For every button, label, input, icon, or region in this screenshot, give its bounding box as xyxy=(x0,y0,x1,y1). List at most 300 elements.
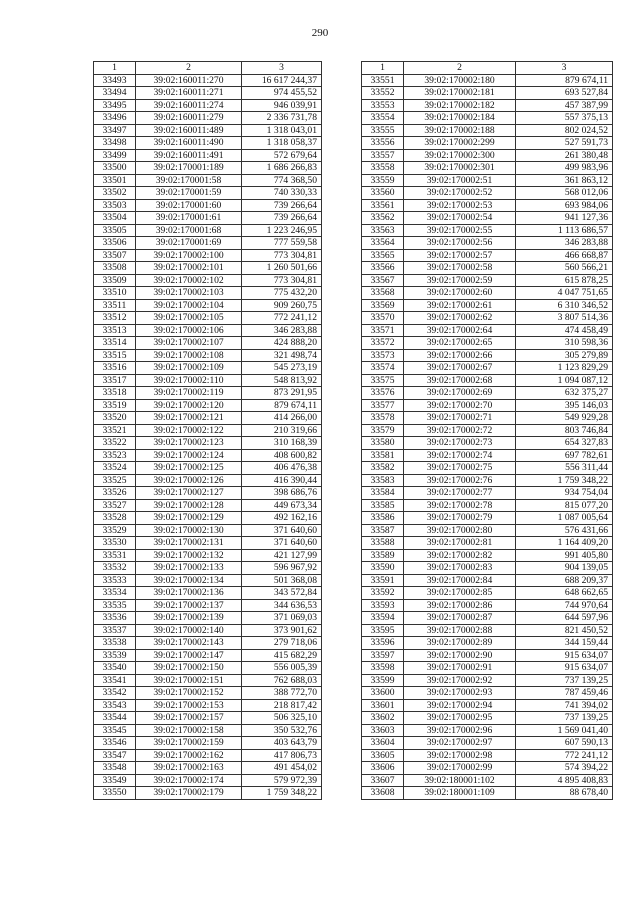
cadastral-number: 39:02:170002:94 xyxy=(404,699,516,712)
table-row xyxy=(94,637,322,650)
row-number: 33562 xyxy=(362,212,404,225)
table-row xyxy=(362,99,613,112)
table-row xyxy=(94,224,322,237)
table-row xyxy=(94,562,322,575)
cadastral-number: 39:02:170002:70 xyxy=(404,399,516,412)
cadastral-value: 697 782,61 xyxy=(516,449,613,462)
cadastral-number: 39:02:170002:126 xyxy=(136,474,242,487)
cadastral-value: 632 375,27 xyxy=(516,387,613,400)
cadastral-number: 39:02:170002:108 xyxy=(136,349,242,362)
row-number: 33554 xyxy=(362,112,404,125)
cadastral-number: 39:02:170002:159 xyxy=(136,737,242,750)
cadastral-value: 576 431,66 xyxy=(516,524,613,537)
cadastral-number: 39:02:170001:69 xyxy=(136,237,242,250)
row-number: 33530 xyxy=(94,537,136,550)
cadastral-number: 39:02:170002:89 xyxy=(404,637,516,650)
cadastral-value: 648 662,65 xyxy=(516,587,613,600)
row-number: 33503 xyxy=(94,199,136,212)
row-number: 33496 xyxy=(94,112,136,125)
row-number: 33601 xyxy=(362,699,404,712)
table-row xyxy=(94,149,322,162)
table-row xyxy=(94,412,322,425)
row-number: 33510 xyxy=(94,287,136,300)
table-row xyxy=(94,212,322,225)
cadastral-number: 39:02:170002:125 xyxy=(136,462,242,475)
cadastral-value: 408 600,82 xyxy=(242,449,322,462)
cadastral-number: 39:02:180001:102 xyxy=(404,774,516,787)
cadastral-value: 568 012,06 xyxy=(516,187,613,200)
row-number: 33532 xyxy=(94,562,136,575)
table-row xyxy=(362,224,613,237)
cadastral-number: 39:02:170002:140 xyxy=(136,624,242,637)
cadastral-value: 693 527,84 xyxy=(516,87,613,100)
table-row xyxy=(362,449,613,462)
table-row xyxy=(362,312,613,325)
row-number: 33570 xyxy=(362,312,404,325)
row-number: 33538 xyxy=(94,637,136,650)
table-row xyxy=(94,162,322,175)
table-row xyxy=(94,524,322,537)
table-row xyxy=(94,362,322,375)
table-row xyxy=(94,624,322,637)
cadastral-value: 344 636,53 xyxy=(242,599,322,612)
cadastral-value: 415 682,29 xyxy=(242,649,322,662)
table-row xyxy=(362,499,613,512)
cadastral-number: 39:02:170002:60 xyxy=(404,287,516,300)
table-row xyxy=(362,299,613,312)
cadastral-number: 39:02:170002:53 xyxy=(404,199,516,212)
cadastral-number: 39:02:170002:123 xyxy=(136,437,242,450)
table-row xyxy=(94,449,322,462)
table-row xyxy=(362,537,613,550)
row-number: 33595 xyxy=(362,624,404,637)
cadastral-value: 739 266,64 xyxy=(242,199,322,212)
cadastral-value: 210 319,66 xyxy=(242,424,322,437)
cadastral-value: 371 640,60 xyxy=(242,537,322,550)
row-number: 33558 xyxy=(362,162,404,175)
cadastral-value: 4 895 408,83 xyxy=(516,774,613,787)
table-row xyxy=(94,274,322,287)
row-number: 33592 xyxy=(362,587,404,600)
row-number: 33588 xyxy=(362,537,404,550)
row-number: 33606 xyxy=(362,762,404,775)
table-row xyxy=(362,412,613,425)
table-row xyxy=(94,474,322,487)
cadastral-value: 557 375,13 xyxy=(516,112,613,125)
cadastral-number: 39:02:170002:134 xyxy=(136,574,242,587)
cadastral-number: 39:02:170002:73 xyxy=(404,437,516,450)
row-number: 33498 xyxy=(94,137,136,150)
cadastral-number: 39:02:170001:59 xyxy=(136,187,242,200)
table-body xyxy=(362,74,613,799)
cadastral-number: 39:02:170002:151 xyxy=(136,674,242,687)
table-row xyxy=(94,699,322,712)
cadastral-number: 39:02:170002:301 xyxy=(404,162,516,175)
cadastral-number: 39:02:170002:110 xyxy=(136,374,242,387)
cadastral-value: 574 394,22 xyxy=(516,762,613,775)
cadastral-value: 321 498,74 xyxy=(242,349,322,362)
cadastral-value: 741 394,02 xyxy=(516,699,613,712)
row-number: 33584 xyxy=(362,487,404,500)
table-row xyxy=(94,724,322,737)
table-row xyxy=(94,587,322,600)
cadastral-value: 416 390,44 xyxy=(242,474,322,487)
table-row xyxy=(94,737,322,750)
cadastral-value: 457 387,99 xyxy=(516,99,613,112)
cadastral-number: 39:02:160011:271 xyxy=(136,87,242,100)
table-row xyxy=(94,287,322,300)
row-number: 33575 xyxy=(362,374,404,387)
cadastral-number: 39:02:170002:65 xyxy=(404,337,516,350)
row-number: 33548 xyxy=(94,762,136,775)
cadastral-value: 879 674,11 xyxy=(516,74,613,87)
table-row xyxy=(94,262,322,275)
row-number: 33607 xyxy=(362,774,404,787)
row-number: 33495 xyxy=(94,99,136,112)
row-number: 33521 xyxy=(94,424,136,437)
table-row xyxy=(94,537,322,550)
cadastral-value: 371 640,60 xyxy=(242,524,322,537)
cadastral-value: 343 572,84 xyxy=(242,587,322,600)
cadastral-value: 991 405,80 xyxy=(516,549,613,562)
table-row xyxy=(94,399,322,412)
row-number: 33591 xyxy=(362,574,404,587)
cadastral-value: 2 336 731,78 xyxy=(242,112,322,125)
table-row xyxy=(94,424,322,437)
cadastral-value: 654 327,83 xyxy=(516,437,613,450)
cadastral-number: 39:02:170002:52 xyxy=(404,187,516,200)
table-header-row xyxy=(94,62,322,75)
cadastral-value: 545 273,19 xyxy=(242,362,322,375)
row-number: 33527 xyxy=(94,499,136,512)
table-row xyxy=(94,112,322,125)
cadastral-number: 39:02:170002:92 xyxy=(404,674,516,687)
table-body xyxy=(94,74,322,799)
row-number: 33564 xyxy=(362,237,404,250)
row-number: 33546 xyxy=(94,737,136,750)
cadastral-number: 39:02:170002:59 xyxy=(404,274,516,287)
cadastral-number: 39:02:170002:105 xyxy=(136,312,242,325)
table-row xyxy=(362,612,613,625)
cadastral-value: 802 024,52 xyxy=(516,124,613,137)
cadastral-number: 39:02:170002:91 xyxy=(404,662,516,675)
table-row xyxy=(94,574,322,587)
table-row xyxy=(94,499,322,512)
cadastral-number: 39:02:170002:107 xyxy=(136,337,242,350)
row-number: 33555 xyxy=(362,124,404,137)
row-number: 33524 xyxy=(94,462,136,475)
row-number: 33594 xyxy=(362,612,404,625)
column-header: 2 xyxy=(136,62,242,75)
table-row xyxy=(94,237,322,250)
cadastral-number: 39:02:160011:270 xyxy=(136,74,242,87)
table-row xyxy=(362,662,613,675)
row-number: 33506 xyxy=(94,237,136,250)
row-number: 33559 xyxy=(362,174,404,187)
cadastral-value: 474 458,49 xyxy=(516,324,613,337)
cadastral-value: 744 970,64 xyxy=(516,599,613,612)
table-row xyxy=(362,249,613,262)
cadastral-value: 1 318 058,37 xyxy=(242,137,322,150)
cadastral-number: 39:02:170002:55 xyxy=(404,224,516,237)
cadastral-number: 39:02:170002:131 xyxy=(136,537,242,550)
table-row xyxy=(362,424,613,437)
table-row xyxy=(94,174,322,187)
cadastral-value: 491 454,02 xyxy=(242,762,322,775)
cadastral-number: 39:02:170002:86 xyxy=(404,599,516,612)
row-number: 33599 xyxy=(362,674,404,687)
cadastral-value: 1 123 829,29 xyxy=(516,362,613,375)
cadastral-number: 39:02:160011:489 xyxy=(136,124,242,137)
column-header: 1 xyxy=(94,62,136,75)
row-number: 33514 xyxy=(94,337,136,350)
table-row xyxy=(362,137,613,150)
cadastral-value: 371 069,03 xyxy=(242,612,322,625)
cadastral-value: 424 888,20 xyxy=(242,337,322,350)
table-row xyxy=(94,662,322,675)
row-number: 33608 xyxy=(362,787,404,800)
cadastral-number: 39:02:170002:51 xyxy=(404,174,516,187)
row-number: 33582 xyxy=(362,462,404,475)
table-row xyxy=(362,712,613,725)
table-row xyxy=(94,124,322,137)
cadastral-number: 39:02:170002:124 xyxy=(136,449,242,462)
cadastral-number: 39:02:170002:98 xyxy=(404,749,516,762)
cadastral-value: 506 325,10 xyxy=(242,712,322,725)
cadastral-number: 39:02:170002:82 xyxy=(404,549,516,562)
cadastral-number: 39:02:170002:80 xyxy=(404,524,516,537)
cadastral-number: 39:02:170002:87 xyxy=(404,612,516,625)
table-row xyxy=(362,362,613,375)
row-number: 33507 xyxy=(94,249,136,262)
table-row xyxy=(362,274,613,287)
row-number: 33513 xyxy=(94,324,136,337)
cadastral-number: 39:02:170002:68 xyxy=(404,374,516,387)
row-number: 33566 xyxy=(362,262,404,275)
cadastral-number: 39:02:170002:120 xyxy=(136,399,242,412)
cadastral-number: 39:02:170001:61 xyxy=(136,212,242,225)
row-number: 33605 xyxy=(362,749,404,762)
table-row xyxy=(94,774,322,787)
table-row xyxy=(94,187,322,200)
cadastral-number: 39:02:170002:88 xyxy=(404,624,516,637)
cadastral-number: 39:02:170002:122 xyxy=(136,424,242,437)
cadastral-number: 39:02:170002:158 xyxy=(136,724,242,737)
cadastral-number: 39:02:170002:97 xyxy=(404,737,516,750)
row-number: 33520 xyxy=(94,412,136,425)
cadastral-number: 39:02:170002:81 xyxy=(404,537,516,550)
table-row xyxy=(94,649,322,662)
cadastral-number: 39:02:170002:83 xyxy=(404,562,516,575)
table-row xyxy=(94,512,322,525)
table-row xyxy=(362,774,613,787)
cadastral-number: 39:02:170002:188 xyxy=(404,124,516,137)
cadastral-value: 3 807 514,36 xyxy=(516,312,613,325)
cadastral-number: 39:02:170002:128 xyxy=(136,499,242,512)
row-number: 33541 xyxy=(94,674,136,687)
row-number: 33587 xyxy=(362,524,404,537)
cadastral-value: 572 679,64 xyxy=(242,149,322,162)
table-row xyxy=(362,262,613,275)
table-row xyxy=(362,762,613,775)
cadastral-value: 821 450,52 xyxy=(516,624,613,637)
column-header: 1 xyxy=(362,62,404,75)
cadastral-value: 803 746,84 xyxy=(516,424,613,437)
row-number: 33578 xyxy=(362,412,404,425)
cadastral-number: 39:02:170002:152 xyxy=(136,687,242,700)
cadastral-number: 39:02:160011:279 xyxy=(136,112,242,125)
cadastral-number: 39:02:170002:153 xyxy=(136,699,242,712)
table-row xyxy=(362,562,613,575)
table-row xyxy=(362,699,613,712)
cadastral-number: 39:02:170002:69 xyxy=(404,387,516,400)
table-row xyxy=(362,574,613,587)
register-table-right xyxy=(361,61,613,800)
cadastral-value: 773 304,81 xyxy=(242,274,322,287)
cadastral-value: 449 673,34 xyxy=(242,499,322,512)
row-number: 33533 xyxy=(94,574,136,587)
cadastral-value: 909 260,75 xyxy=(242,299,322,312)
row-number: 33602 xyxy=(362,712,404,725)
cadastral-value: 873 291,95 xyxy=(242,387,322,400)
cadastral-value: 549 929,28 xyxy=(516,412,613,425)
cadastral-value: 346 283,88 xyxy=(242,324,322,337)
row-number: 33518 xyxy=(94,387,136,400)
cadastral-number: 39:02:170002:61 xyxy=(404,299,516,312)
table-row xyxy=(362,462,613,475)
cadastral-value: 4 047 751,65 xyxy=(516,287,613,300)
cadastral-number: 39:02:170002:129 xyxy=(136,512,242,525)
row-number: 33580 xyxy=(362,437,404,450)
cadastral-number: 39:02:170002:180 xyxy=(404,74,516,87)
row-number: 33501 xyxy=(94,174,136,187)
cadastral-value: 414 266,00 xyxy=(242,412,322,425)
cadastral-number: 39:02:170002:102 xyxy=(136,274,242,287)
row-number: 33589 xyxy=(362,549,404,562)
row-number: 33542 xyxy=(94,687,136,700)
cadastral-number: 39:02:170002:163 xyxy=(136,762,242,775)
cadastral-number: 39:02:170002:93 xyxy=(404,687,516,700)
cadastral-number: 39:02:170002:96 xyxy=(404,724,516,737)
row-number: 33551 xyxy=(362,74,404,87)
cadastral-value: 772 241,12 xyxy=(516,749,613,762)
row-number: 33565 xyxy=(362,249,404,262)
cadastral-number: 39:02:170002:84 xyxy=(404,574,516,587)
cadastral-number: 39:02:160011:490 xyxy=(136,137,242,150)
cadastral-value: 499 983,96 xyxy=(516,162,613,175)
row-number: 33585 xyxy=(362,499,404,512)
row-number: 33571 xyxy=(362,324,404,337)
cadastral-number: 39:02:170002:299 xyxy=(404,137,516,150)
cadastral-number: 39:02:170002:76 xyxy=(404,474,516,487)
row-number: 33494 xyxy=(94,87,136,100)
row-number: 33508 xyxy=(94,262,136,275)
table-row xyxy=(362,524,613,537)
row-number: 33502 xyxy=(94,187,136,200)
row-number: 33556 xyxy=(362,137,404,150)
row-number: 33597 xyxy=(362,649,404,662)
table-row xyxy=(94,762,322,775)
cadastral-value: 615 878,25 xyxy=(516,274,613,287)
table-row xyxy=(362,199,613,212)
cadastral-number: 39:02:170002:150 xyxy=(136,662,242,675)
cadastral-number: 39:02:170002:147 xyxy=(136,649,242,662)
table-row xyxy=(94,137,322,150)
table-row xyxy=(94,674,322,687)
cadastral-number: 39:02:170002:85 xyxy=(404,587,516,600)
row-number: 33519 xyxy=(94,399,136,412)
cadastral-value: 777 559,58 xyxy=(242,237,322,250)
table-row xyxy=(362,162,613,175)
cadastral-value: 787 459,46 xyxy=(516,687,613,700)
row-number: 33509 xyxy=(94,274,136,287)
cadastral-value: 88 678,40 xyxy=(516,787,613,800)
row-number: 33596 xyxy=(362,637,404,650)
table-row xyxy=(362,212,613,225)
cadastral-number: 39:02:170002:90 xyxy=(404,649,516,662)
cadastral-value: 644 597,96 xyxy=(516,612,613,625)
row-number: 33593 xyxy=(362,599,404,612)
cadastral-value: 1 087 005,64 xyxy=(516,512,613,525)
cadastral-value: 346 283,88 xyxy=(516,237,613,250)
row-number: 33539 xyxy=(94,649,136,662)
row-number: 33574 xyxy=(362,362,404,375)
cadastral-value: 305 279,89 xyxy=(516,349,613,362)
cadastral-value: 310 168,39 xyxy=(242,437,322,450)
row-number: 33499 xyxy=(94,149,136,162)
table-row xyxy=(94,487,322,500)
row-number: 33583 xyxy=(362,474,404,487)
cadastral-value: 915 634,07 xyxy=(516,649,613,662)
row-number: 33569 xyxy=(362,299,404,312)
column-header: 3 xyxy=(516,62,613,75)
cadastral-value: 403 643,79 xyxy=(242,737,322,750)
cadastral-value: 693 984,06 xyxy=(516,199,613,212)
cadastral-number: 39:02:170001:60 xyxy=(136,199,242,212)
cadastral-value: 1 260 501,66 xyxy=(242,262,322,275)
cadastral-number: 39:02:170002:300 xyxy=(404,149,516,162)
row-number: 33505 xyxy=(94,224,136,237)
cadastral-number: 39:02:170002:119 xyxy=(136,387,242,400)
table-row xyxy=(362,287,613,300)
cadastral-number: 39:02:170002:100 xyxy=(136,249,242,262)
table-row xyxy=(94,87,322,100)
cadastral-number: 39:02:170002:136 xyxy=(136,587,242,600)
table-row xyxy=(362,599,613,612)
cadastral-value: 218 817,42 xyxy=(242,699,322,712)
table-row xyxy=(362,124,613,137)
cadastral-value: 773 304,81 xyxy=(242,249,322,262)
cadastral-number: 39:02:170002:95 xyxy=(404,712,516,725)
row-number: 33511 xyxy=(94,299,136,312)
cadastral-value: 904 139,05 xyxy=(516,562,613,575)
table-row xyxy=(362,674,613,687)
table-row xyxy=(362,237,613,250)
cadastral-value: 466 668,87 xyxy=(516,249,613,262)
table-row xyxy=(94,374,322,387)
table-row xyxy=(362,687,613,700)
row-number: 33600 xyxy=(362,687,404,700)
row-number: 33534 xyxy=(94,587,136,600)
cadastral-value: 607 590,13 xyxy=(516,737,613,750)
cadastral-value: 421 127,99 xyxy=(242,549,322,562)
row-number: 33544 xyxy=(94,712,136,725)
row-number: 33517 xyxy=(94,374,136,387)
row-number: 33553 xyxy=(362,99,404,112)
cadastral-value: 310 598,36 xyxy=(516,337,613,350)
cadastral-value: 1 223 246,95 xyxy=(242,224,322,237)
table-row xyxy=(362,187,613,200)
